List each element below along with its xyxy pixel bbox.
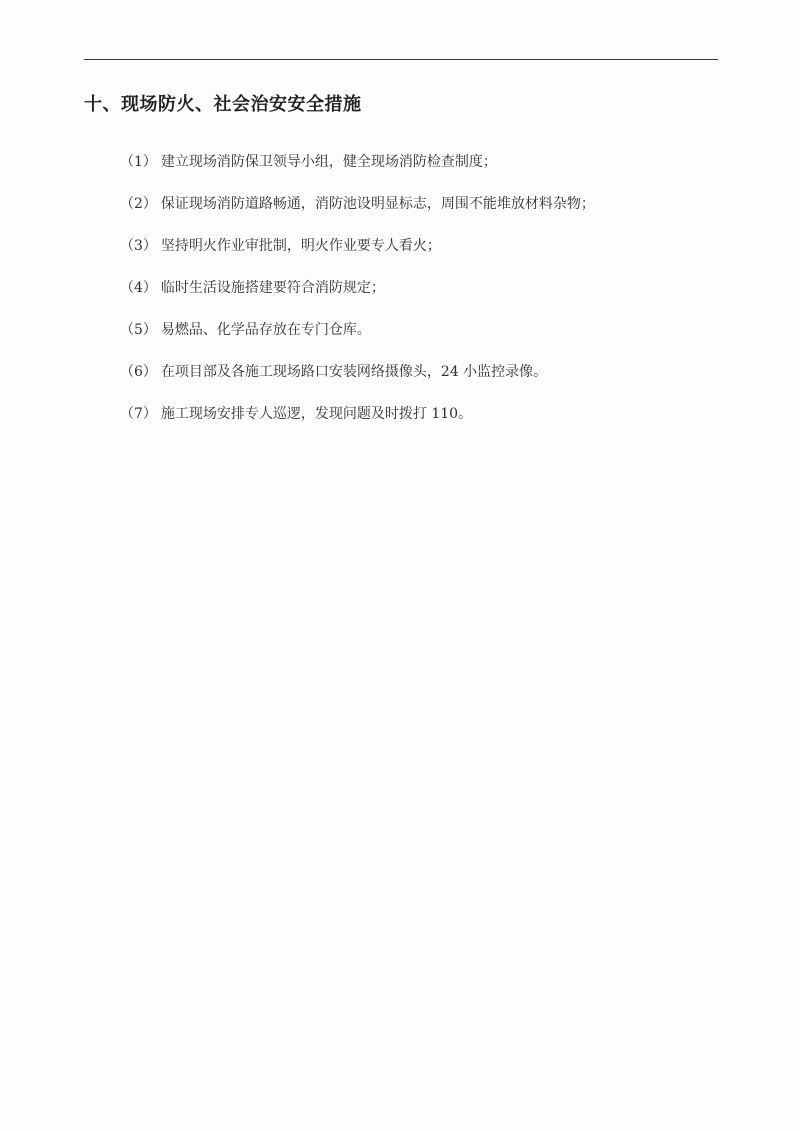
- item-number: （3）: [120, 238, 157, 254]
- list-item: [120, 234, 720, 276]
- list-item: [120, 276, 720, 318]
- item-number: （6）: [120, 364, 157, 380]
- measures-list: [120, 150, 720, 444]
- item-number: （7）: [120, 406, 157, 422]
- item-number: （5）: [120, 322, 157, 338]
- list-item: [120, 150, 720, 192]
- list-item: [120, 318, 720, 360]
- item-number: （2）: [120, 196, 157, 212]
- scan-artifact: [0, 705, 800, 706]
- list-item: [120, 192, 720, 234]
- list-item: [120, 402, 720, 444]
- list-item: [120, 360, 720, 402]
- item-text: 建立现场消防保卫领导小组，健全现场消防检查制度；: [160, 154, 497, 170]
- item-number: （1）: [120, 154, 157, 170]
- item-text: 坚持明火作业审批制，明火作业要专人看火；: [160, 238, 441, 254]
- scan-artifact: [0, 868, 800, 869]
- item-number: （4）: [120, 280, 157, 296]
- item-text: 施工现场安排专人巡逻，发现问题及时拨打 110。: [160, 406, 473, 422]
- item-text: 临时生活设施搭建要符合消防规定；: [160, 280, 385, 296]
- header-rule: [84, 59, 718, 60]
- item-text: 保证现场消防道路畅通，消防池设明显标志，周围不能堆放材料杂物；: [160, 196, 595, 212]
- section-heading: 十、现场防火、社会治安安全措施: [84, 94, 362, 115]
- item-text: 在项目部及各施工现场路口安装网络摄像头，24 小监控录像。: [160, 364, 548, 380]
- item-text: 易燃品、化学品存放在专门仓库。: [160, 322, 371, 338]
